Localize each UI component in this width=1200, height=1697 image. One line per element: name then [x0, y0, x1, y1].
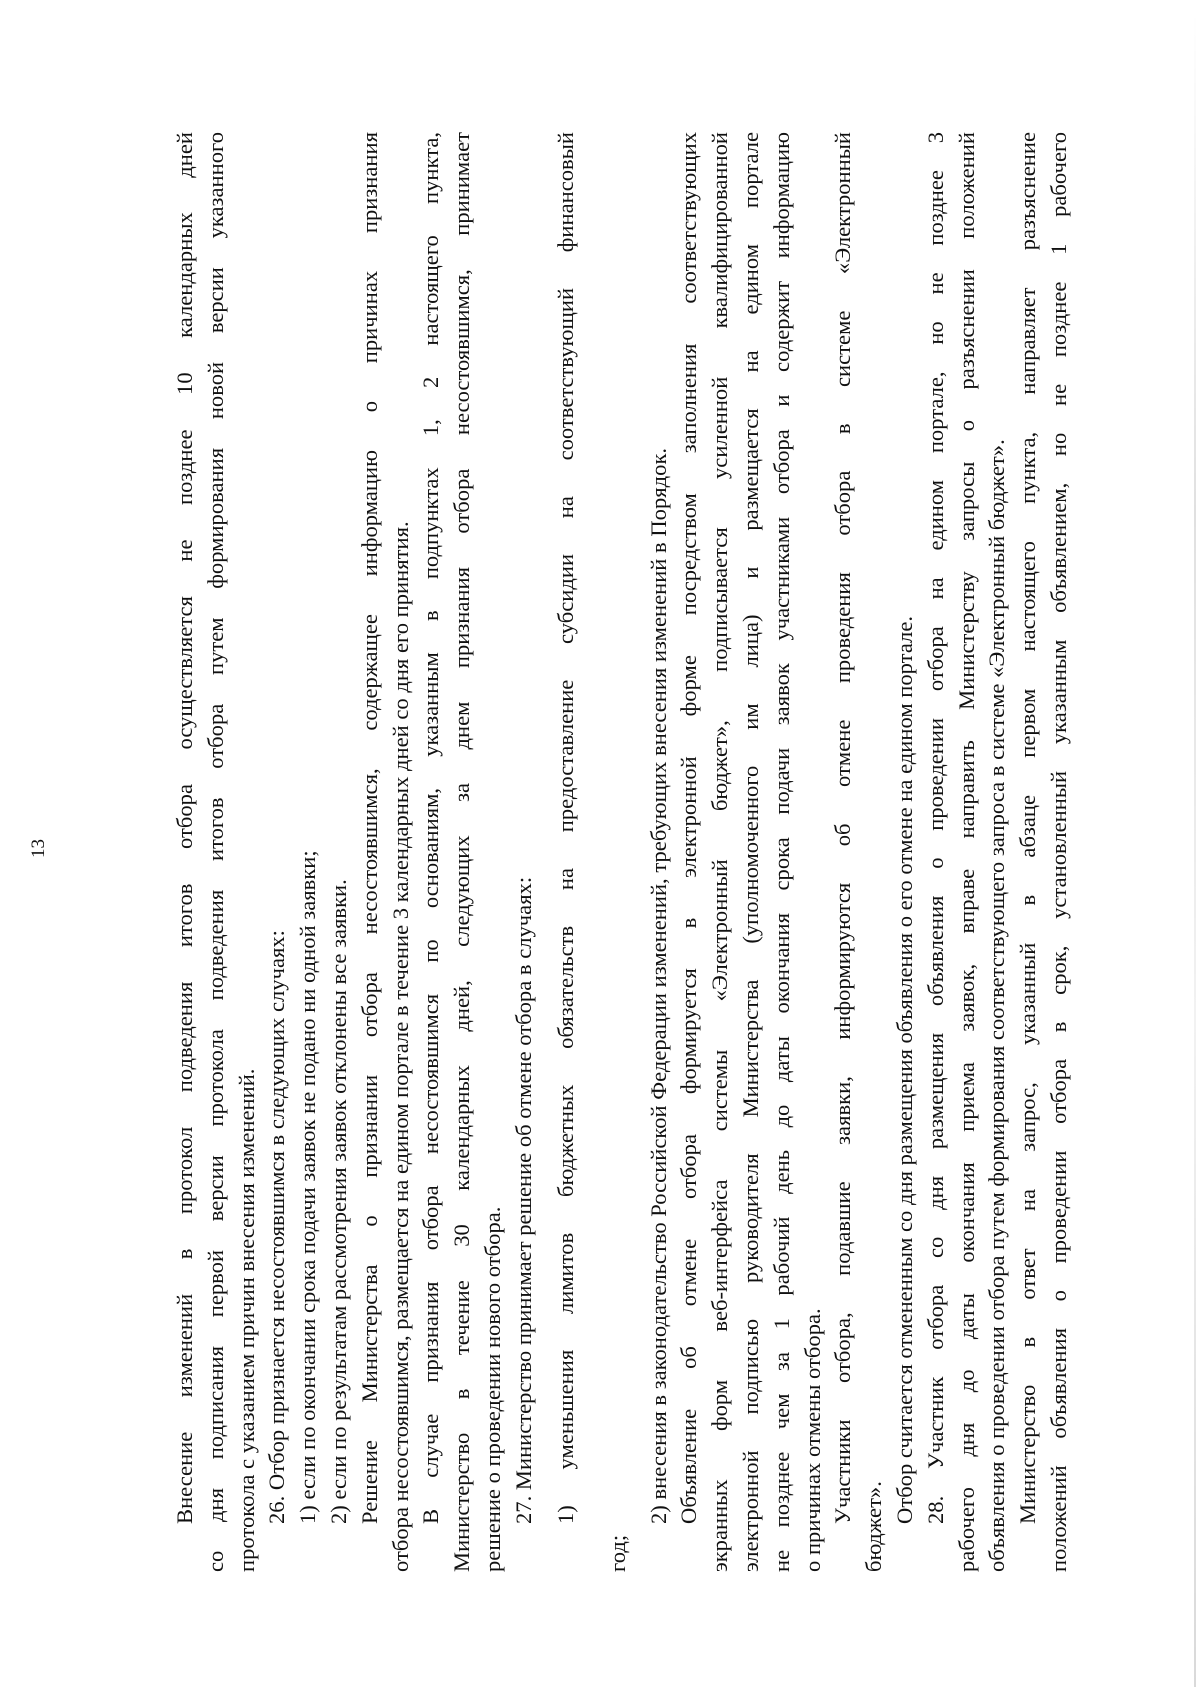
text-line: год;: [604, 1534, 630, 1572]
text-line: Внесение изменений в протокол подведения итогов отбора осуществляется не позднее 10 календарных дней: [172, 132, 197, 1524]
text-line: не позднее чем за 1 рабочий день до даты окончания срока подачи заявок участниками отбора и содержит информацию: [768, 132, 794, 1572]
text-line: о причинах отмены отбора.: [799, 1308, 825, 1572]
text-line: Министерство в ответ на запрос, указанный в абзаце первом настоящего пункта, направляет разъяснение: [1015, 132, 1041, 1524]
text-line: Участники отбора, подавшие заявки, информируются об отмене проведения отбора в системе «Электронный: [830, 132, 856, 1524]
text-line: объявления о проведении отбора путем формирования соответствующего запроса в системе «Электронный бюджет».: [984, 439, 1010, 1572]
text-line: экранных форм веб-интерфейса системы «Электронный бюджет», подписывается усиленной квалифицированной: [707, 132, 733, 1572]
text-line: 1) если по окончании срока подачи заявок не подано ни одной заявки;: [295, 850, 321, 1524]
scan-edge-artifact: [1194, 10, 1196, 1687]
text-line: рабочего дня до даты окончания приема заявок, вправе направить Министерству запросы о разъяснении положений: [953, 132, 979, 1572]
text-line: решение о проведении нового отбора.: [479, 1206, 505, 1572]
text-line: бюджет».: [861, 1481, 887, 1572]
text-line: 2) внесения в законодательство Российской Федерации изменений, требующих внесения изменений в Порядок.: [645, 447, 671, 1524]
text-line: Решение Министерства о признании отбора несостоявшимся, содержащее информацию о причинах признания: [356, 132, 382, 1524]
text-line: Министерство в течение 30 календарных дней, следующих за днем признания отбора несостоявшимся, принимает: [449, 132, 475, 1572]
text-line: электронной подписью руководителя Министерства (уполномоченного им лица) и размещается на едином портале: [737, 132, 763, 1572]
text-line: протокола с указанием причин внесения изменений.: [233, 1068, 259, 1572]
text-line: Отбор считается отмененным со дня размещения объявления о его отмене на едином портале.: [891, 615, 917, 1524]
text-line: В случае признания отбора несостоявшимся по основаниям, указанным в подпунктах 1, 2 настоящего пункта,: [418, 132, 444, 1524]
text-line: 27. Министерство принимает решение об отмене отбора в случаях:: [510, 876, 536, 1524]
page-number: 13: [28, 839, 49, 858]
document-body: [170, 132, 1170, 1572]
text-line: отбора несостоявшимся, размещается на едином портале в течение 3 календарных дней со дня его принятия.: [387, 521, 413, 1572]
text-line: 2) если по результатам рассмотрения заявок отклонены все заявки.: [325, 879, 351, 1524]
text-line: со дня подписания первой версии протокола подведения итогов отбора путем формирования новой версии указанного: [202, 132, 228, 1572]
text-line: 28. Участник отбора со дня размещения объявления о проведении отбора на едином портале, но не позднее 3: [922, 132, 948, 1524]
text-line: положений объявления о проведении отбора в срок, установленный указанным объявлением, но не позднее 1 рабочего: [1045, 132, 1071, 1572]
text-line: 1) уменьшения лимитов бюджетных обязательств на предоставление субсидии на соответствующий финансовый: [552, 132, 578, 1524]
text-line: Объявление об отмене отбора формируется в электронной форме посредством заполнения соответствующих: [676, 132, 702, 1524]
text-line: 26. Отбор признается несостоявшимся в следующих случаях:: [264, 930, 290, 1524]
